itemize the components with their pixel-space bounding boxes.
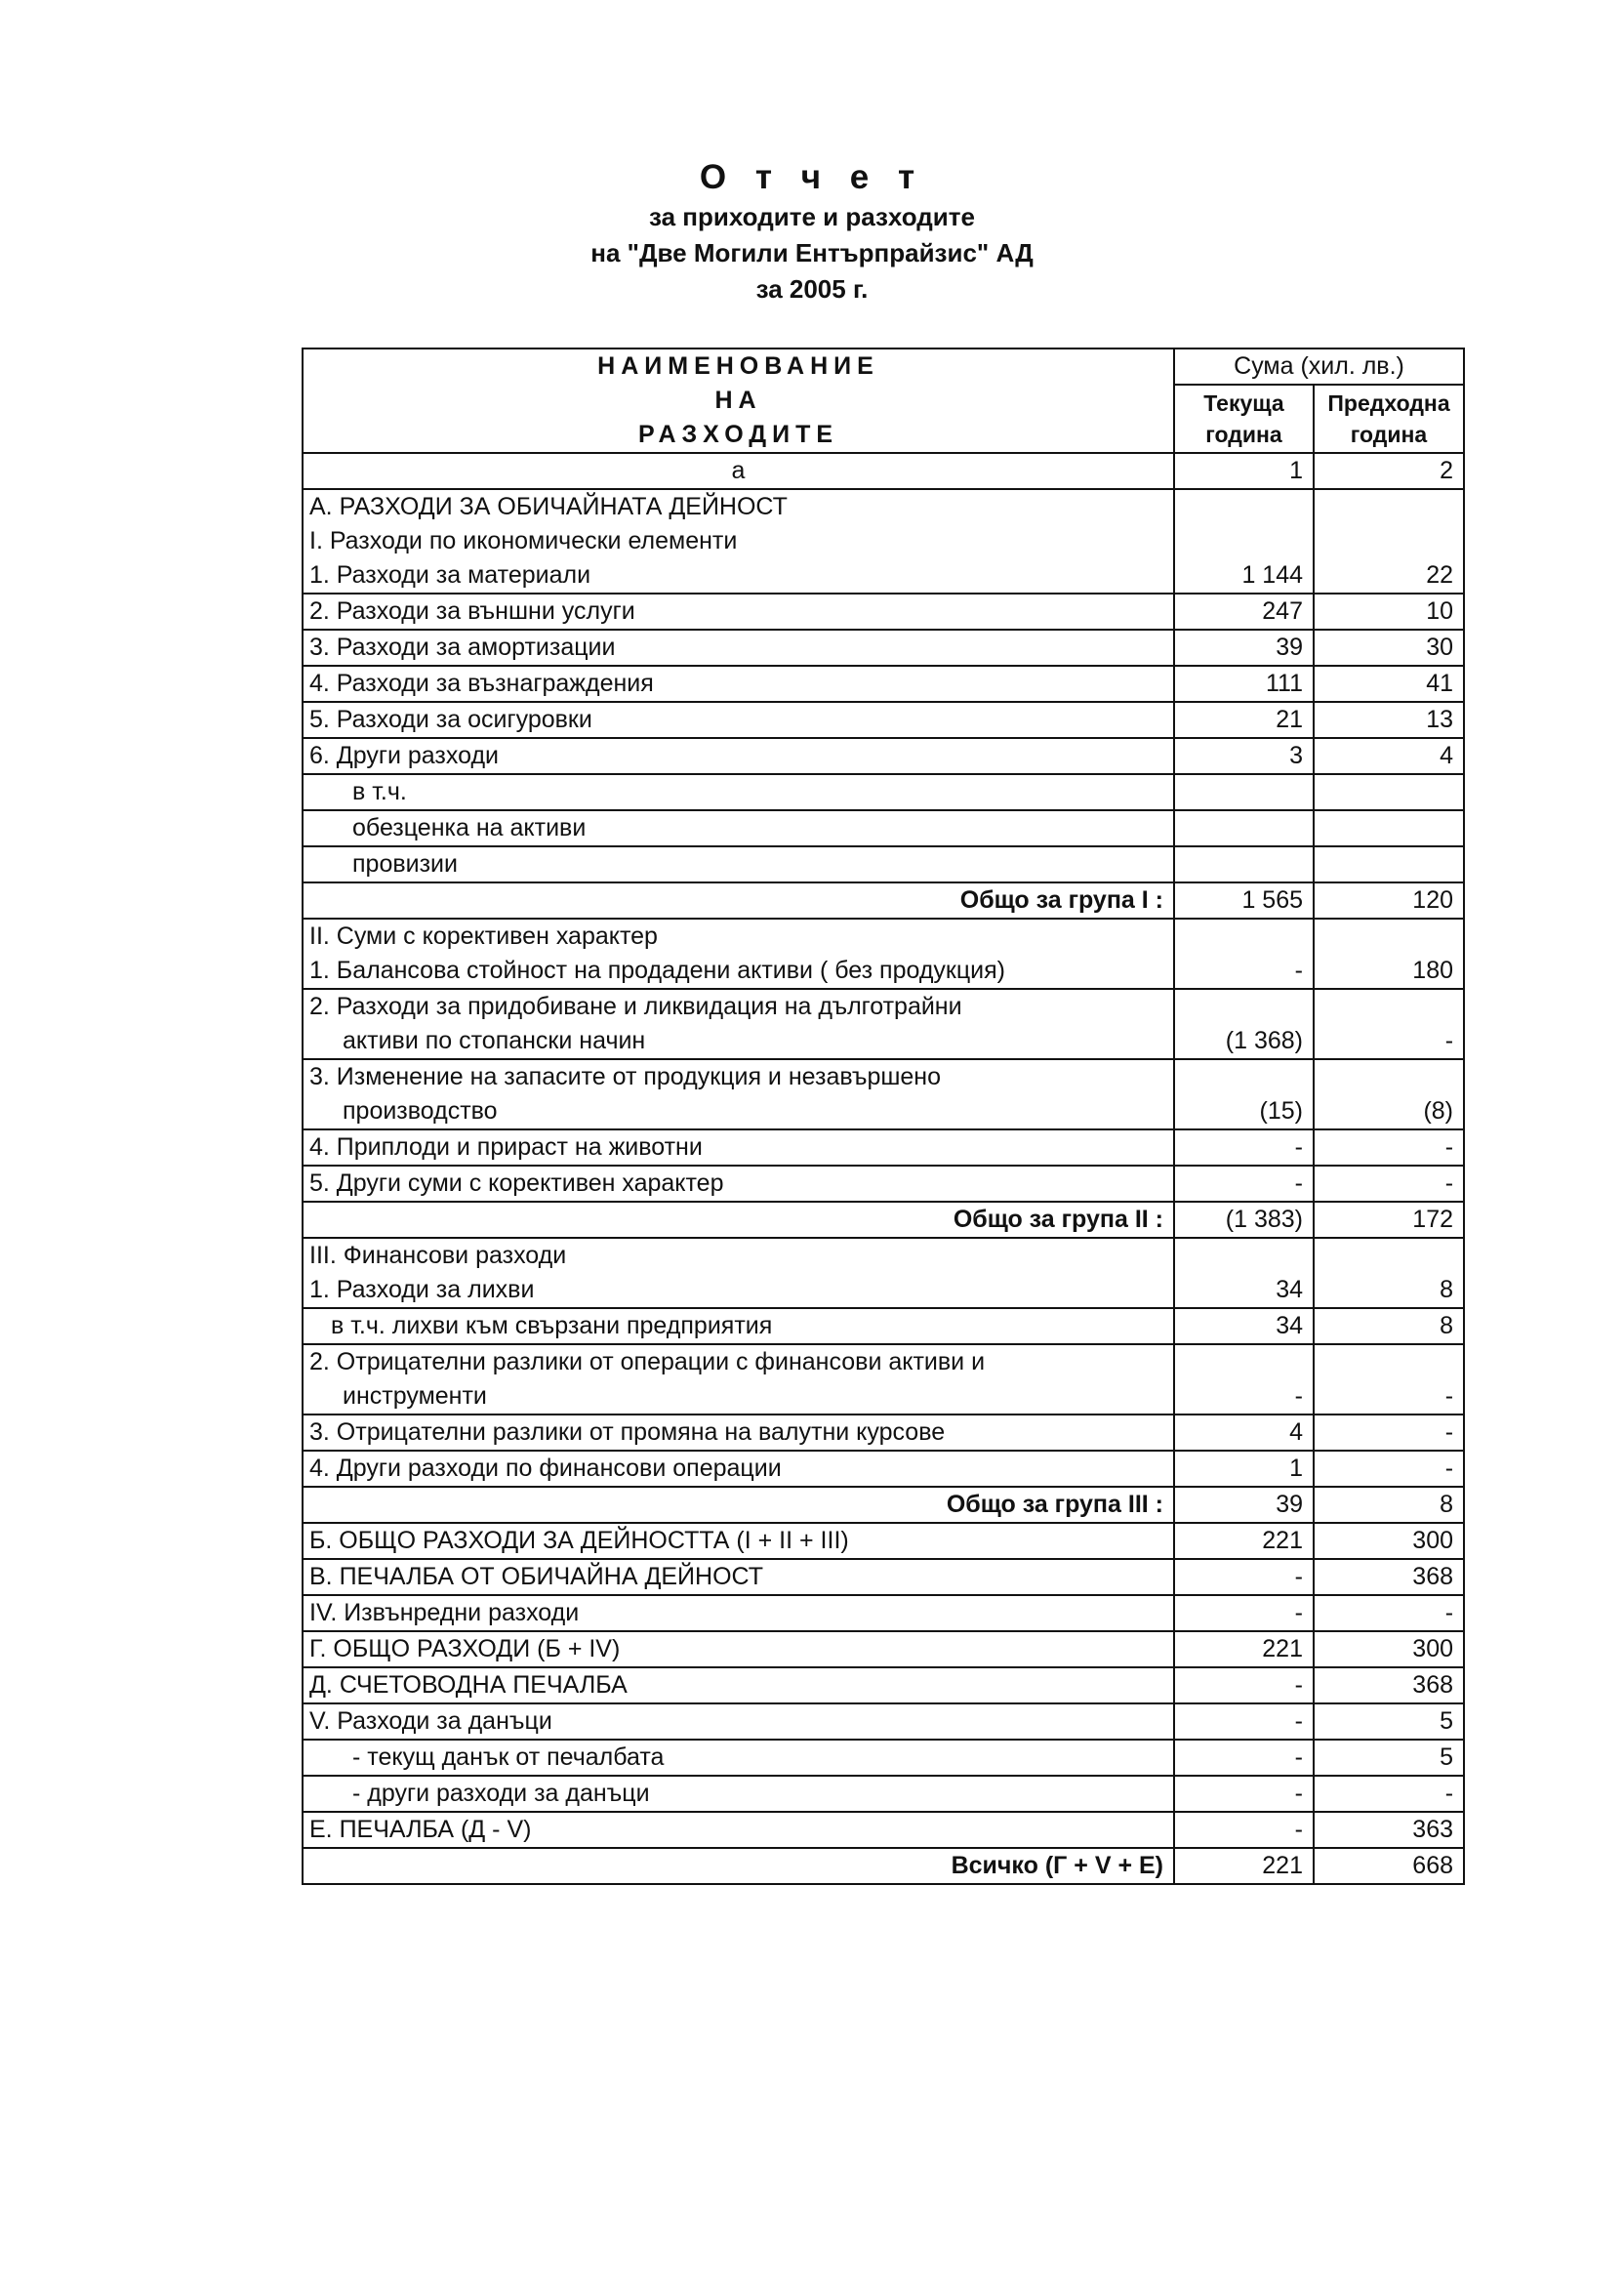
table-row (303, 774, 1464, 810)
row-previous: 4 (1314, 738, 1464, 774)
row-current: 39 (1174, 630, 1314, 666)
row-current: - (1174, 1559, 1314, 1595)
header-name-line-2: НА (714, 387, 762, 414)
group-i-heading: I. Разходи по икономически елементи (303, 524, 1174, 558)
grand-total-label: Всичко (Г + V + Е) (303, 1848, 1174, 1884)
column-header-previous-year (1314, 385, 1464, 453)
group-total-row (303, 882, 1464, 919)
row-label: V. Разходи за данъци (303, 1703, 1174, 1740)
row-previous: 8 (1314, 1273, 1464, 1308)
total-current: 1 565 (1174, 882, 1314, 919)
row-label: 1. Разходи за лихви (303, 1273, 1174, 1308)
row-current: - (1174, 1812, 1314, 1848)
row-label: IV. Извънредни разходи (303, 1595, 1174, 1631)
row-label: 6. Други разходи (303, 738, 1174, 774)
table-row (303, 1631, 1464, 1667)
row-previous: - (1314, 1451, 1464, 1487)
row-label: 2. Разходи за придобиване и ликвидация на дълготрайни (303, 989, 1174, 1024)
row-current: - (1174, 1129, 1314, 1166)
total-current: 39 (1174, 1487, 1314, 1523)
row-current: 34 (1174, 1308, 1314, 1344)
header-previous-line-1: Предходна (1327, 390, 1450, 416)
column-index-2: 2 (1314, 453, 1464, 489)
table-row (303, 1238, 1464, 1273)
total-label: Общо за група II : (303, 1202, 1174, 1238)
table-row (303, 1812, 1464, 1848)
column-header-current-year (1174, 385, 1314, 453)
row-current: 247 (1174, 594, 1314, 630)
table-row (303, 1059, 1464, 1094)
row-current: 221 (1174, 1631, 1314, 1667)
table-row (303, 1740, 1464, 1776)
group-iii-heading: III. Финансови разходи (303, 1238, 1174, 1273)
column-index-1: 1 (1174, 453, 1314, 489)
report-subtitle-2: на "Две Могили Ентърпрайзис" АД (590, 238, 1034, 267)
table-row (303, 989, 1464, 1024)
table-row (303, 1273, 1464, 1308)
row-label-continued: производство (303, 1094, 1174, 1129)
table-row (303, 666, 1464, 702)
row-label: 4. Други разходи по финансови операции (303, 1451, 1174, 1487)
row-label: обезценка на активи (303, 810, 1174, 846)
row-previous: 368 (1314, 1559, 1464, 1595)
row-previous: (8) (1314, 1094, 1464, 1129)
group-ii-heading: II. Суми с корективен характер (303, 919, 1174, 954)
grand-total-row (303, 1848, 1464, 1884)
table-row (303, 1166, 1464, 1202)
table-row (303, 954, 1464, 989)
table-row (303, 630, 1464, 666)
row-previous: 363 (1314, 1812, 1464, 1848)
report-title: О т ч е т (699, 158, 925, 196)
total-current: (1 383) (1174, 1202, 1314, 1238)
row-current: 221 (1174, 1523, 1314, 1559)
total-label: Общо за група III : (303, 1487, 1174, 1523)
row-previous: 300 (1314, 1631, 1464, 1667)
row-label: 5. Други суми с корективен характер (303, 1166, 1174, 1202)
column-index-a: а (303, 453, 1174, 489)
row-label: Е. ПЕЧАЛБА (Д - V) (303, 1812, 1174, 1848)
row-current: 4 (1174, 1414, 1314, 1451)
table-row (303, 1523, 1464, 1559)
row-current: 21 (1174, 702, 1314, 738)
table-row (303, 1344, 1464, 1379)
table-row (303, 1379, 1464, 1414)
row-current: 3 (1174, 738, 1314, 774)
header-previous-line-2: година (1350, 422, 1428, 447)
row-label: 4. Приплоди и прираст на животни (303, 1129, 1174, 1166)
row-previous: 10 (1314, 594, 1464, 630)
row-label: провизии (303, 846, 1174, 882)
table-row (303, 1667, 1464, 1703)
table-row (303, 1414, 1464, 1451)
column-header-name (303, 348, 1174, 453)
row-label: Г. ОБЩО РАЗХОДИ (Б + IV) (303, 1631, 1174, 1667)
table-row (303, 846, 1464, 882)
total-label: Общо за група I : (303, 882, 1174, 919)
row-current: - (1174, 1703, 1314, 1740)
row-label: Б. ОБЩО РАЗХОДИ ЗА ДЕЙНОСТТА (I + II + III) (303, 1523, 1174, 1559)
header-name-line-1: НАИМЕНОВАНИЕ (597, 352, 879, 380)
table-row (303, 1703, 1464, 1740)
table-row (303, 1094, 1464, 1129)
row-label: 4. Разходи за възнаграждения (303, 666, 1174, 702)
report-header (0, 156, 1624, 308)
row-previous: 13 (1314, 702, 1464, 738)
report-subtitle-3: за 2005 г. (755, 274, 869, 304)
table-row (303, 558, 1464, 594)
row-current: (15) (1174, 1094, 1314, 1129)
row-label: Д. СЧЕТОВОДНА ПЕЧАЛБА (303, 1667, 1174, 1703)
row-label: 1. Балансова стойност на продадени активи ( без продукция) (303, 954, 1174, 989)
table-row (303, 1595, 1464, 1631)
row-current: 34 (1174, 1273, 1314, 1308)
row-previous: 8 (1314, 1308, 1464, 1344)
section-a-heading: А. РАЗХОДИ ЗА ОБИЧАЙНАТА ДЕЙНОСТ (303, 489, 1174, 524)
row-current: - (1174, 1595, 1314, 1631)
row-current: - (1174, 1379, 1314, 1414)
row-label-continued: инструменти (303, 1379, 1174, 1414)
row-previous: - (1314, 1379, 1464, 1414)
table-row (303, 702, 1464, 738)
row-previous: 5 (1314, 1703, 1464, 1740)
table-row (303, 524, 1464, 558)
row-current: 1 (1174, 1451, 1314, 1487)
row-label: - други разходи за данъци (303, 1776, 1174, 1812)
row-previous: - (1314, 1414, 1464, 1451)
total-previous: 120 (1314, 882, 1464, 919)
group-total-row (303, 1487, 1464, 1523)
row-label: в т.ч. (303, 774, 1174, 810)
row-label: в т.ч. лихви към свързани предприятия (303, 1308, 1174, 1344)
table-row (303, 1129, 1464, 1166)
column-header-sum: Сума (хил. лв.) (1174, 348, 1464, 385)
column-index-row (303, 453, 1464, 489)
row-current: - (1174, 1740, 1314, 1776)
row-previous: - (1314, 1166, 1464, 1202)
header-current-line-2: година (1205, 422, 1282, 447)
row-previous: 180 (1314, 954, 1464, 989)
row-label: 2. Отрицателни разлики от операции с финансови активи и (303, 1344, 1174, 1379)
row-current: - (1174, 1776, 1314, 1812)
table-row (303, 1559, 1464, 1595)
row-current: (1 368) (1174, 1024, 1314, 1059)
total-previous: 172 (1314, 1202, 1464, 1238)
header-row-1 (303, 348, 1464, 385)
header-name-line-3: РАЗХОДИТЕ (637, 421, 839, 448)
report-subtitle-1: за приходите и разходите (649, 202, 975, 231)
table-row (303, 1451, 1464, 1487)
row-label: 5. Разходи за осигуровки (303, 702, 1174, 738)
row-label-continued: активи по стопански начин (303, 1024, 1174, 1059)
row-previous: 368 (1314, 1667, 1464, 1703)
row-current: - (1174, 954, 1314, 989)
grand-total-previous: 668 (1314, 1848, 1464, 1884)
table-row (303, 1308, 1464, 1344)
table-row (303, 594, 1464, 630)
row-current: 111 (1174, 666, 1314, 702)
header-current-line-1: Текуща (1203, 390, 1284, 416)
table-row (303, 738, 1464, 774)
row-current: 1 144 (1174, 558, 1314, 594)
row-label: 3. Отрицателни разлики от промяна на валутни курсове (303, 1414, 1174, 1451)
row-previous: - (1314, 1595, 1464, 1631)
grand-total-current: 221 (1174, 1848, 1314, 1884)
row-label: 2. Разходи за външни услуги (303, 594, 1174, 630)
table-row (303, 810, 1464, 846)
row-previous: 5 (1314, 1740, 1464, 1776)
total-previous: 8 (1314, 1487, 1464, 1523)
row-previous: 30 (1314, 630, 1464, 666)
row-label: 1. Разходи за материали (303, 558, 1174, 594)
group-total-row (303, 1202, 1464, 1238)
row-previous: - (1314, 1776, 1464, 1812)
row-label: 3. Разходи за амортизации (303, 630, 1174, 666)
row-label: - текущ данък от печалбата (303, 1740, 1174, 1776)
table-row (303, 1024, 1464, 1059)
row-previous: - (1314, 1129, 1464, 1166)
row-previous: 300 (1314, 1523, 1464, 1559)
expenses-table (302, 348, 1465, 1885)
row-label: В. ПЕЧАЛБА ОТ ОБИЧАЙНА ДЕЙНОСТ (303, 1559, 1174, 1595)
row-previous: 22 (1314, 558, 1464, 594)
table-row (303, 489, 1464, 524)
row-current: - (1174, 1667, 1314, 1703)
table-row (303, 1776, 1464, 1812)
row-label: 3. Изменение на запасите от продукция и незавършено (303, 1059, 1174, 1094)
row-previous: - (1314, 1024, 1464, 1059)
row-previous: 41 (1314, 666, 1464, 702)
row-current: - (1174, 1166, 1314, 1202)
table-row (303, 919, 1464, 954)
